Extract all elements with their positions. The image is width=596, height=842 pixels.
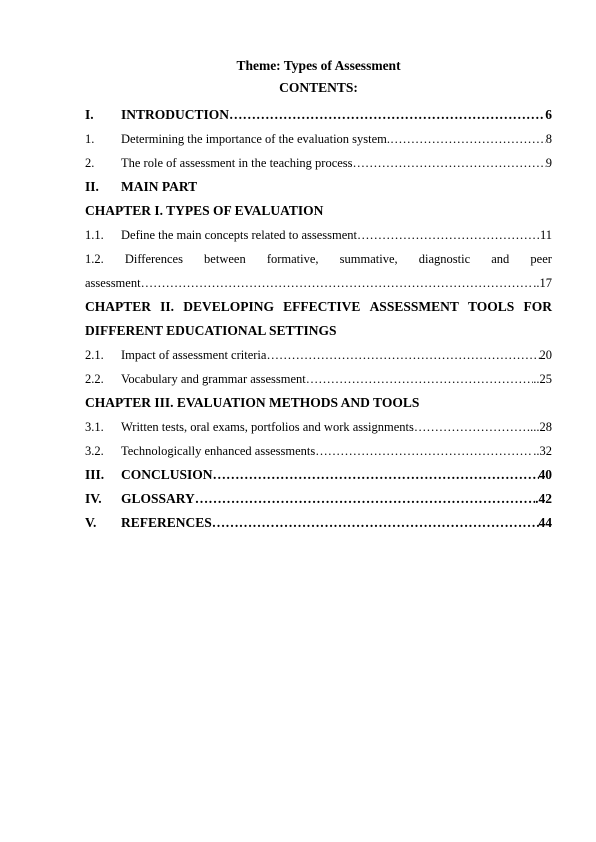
toc-page-number: 11 bbox=[539, 228, 552, 242]
toc-page-number: ..32 bbox=[533, 444, 552, 458]
toc-entry-introduction bbox=[85, 103, 552, 127]
toc-page-number: ..17 bbox=[533, 276, 552, 290]
toc-number: III. bbox=[85, 467, 105, 482]
toc-number: 1. bbox=[85, 132, 95, 146]
toc-entry-conclusion bbox=[85, 463, 552, 487]
toc-title: Written tests, oral exams, portfolios and work assignments bbox=[121, 420, 414, 434]
leader-dots bbox=[266, 343, 539, 367]
toc-entry-3-1 bbox=[85, 415, 552, 439]
chapter-1-heading: CHAPTER I. TYPES OF EVALUATION bbox=[85, 203, 324, 218]
heading-word: CHAPTER bbox=[85, 299, 152, 314]
toc-entry-1-1 bbox=[85, 223, 552, 247]
heading-word: EFFECTIVE bbox=[283, 299, 361, 314]
toc-title: GLOSSARY bbox=[121, 491, 195, 506]
toc-number: 2.1. bbox=[85, 348, 104, 362]
leader-dots bbox=[229, 103, 545, 127]
table-of-contents-page bbox=[85, 57, 552, 535]
toc-page-number: .42 bbox=[535, 491, 552, 506]
toc-title: Determining the importance of the evaluation system. bbox=[121, 132, 391, 146]
toc-number: 1.2. bbox=[85, 252, 104, 266]
toc-page-number: 9 bbox=[545, 156, 552, 170]
leader-dots bbox=[357, 223, 540, 247]
heading-word: ASSESSMENT bbox=[369, 299, 459, 314]
toc-entry-main-part bbox=[85, 175, 552, 199]
toc-word: diagnostic bbox=[418, 252, 471, 266]
theme-title: Theme: Types of Assessment bbox=[236, 58, 401, 73]
toc-title: assessment bbox=[85, 276, 141, 290]
toc-word: between bbox=[204, 252, 246, 266]
toc-page-number: 44 bbox=[538, 515, 552, 530]
contents-heading: CONTENTS: bbox=[279, 80, 358, 95]
toc-title: REFERENCES bbox=[121, 515, 212, 530]
toc-word: summative, bbox=[339, 252, 398, 266]
toc-title: INTRODUCTION bbox=[121, 107, 230, 122]
toc-entry-3-2 bbox=[85, 439, 552, 463]
toc-page-number: ...28 bbox=[530, 420, 552, 434]
leader-dots bbox=[306, 367, 533, 391]
toc-word: formative, bbox=[266, 252, 319, 266]
leader-dots bbox=[195, 487, 535, 511]
toc-title: The role of assessment in the teaching process bbox=[121, 156, 353, 170]
chapter-2-heading-line2: DIFFERENT EDUCATIONAL SETTINGS bbox=[85, 323, 337, 338]
leader-dots bbox=[353, 151, 546, 175]
toc-number: IV. bbox=[85, 491, 102, 506]
heading-word: DEVELOPING bbox=[183, 299, 274, 314]
toc-title: MAIN PART bbox=[121, 179, 198, 194]
toc-title: CONCLUSION bbox=[121, 467, 213, 482]
toc-word: peer bbox=[530, 252, 552, 266]
leader-dots bbox=[315, 439, 533, 463]
toc-title: Vocabulary and grammar assessment bbox=[121, 372, 306, 386]
toc-number: I. bbox=[85, 107, 94, 122]
leader-dots bbox=[212, 511, 539, 535]
toc-title: Technologically enhanced assessments bbox=[121, 444, 316, 458]
toc-entry-references bbox=[85, 511, 552, 535]
toc-entry-1 bbox=[85, 127, 552, 151]
toc-number: 2. bbox=[85, 156, 95, 170]
toc-number: II. bbox=[85, 179, 99, 194]
toc-entry-2 bbox=[85, 151, 552, 175]
toc-entry-glossary bbox=[85, 487, 552, 511]
toc-number: 3.2. bbox=[85, 444, 104, 458]
heading-word: FOR bbox=[523, 299, 552, 314]
leader-dots bbox=[213, 463, 539, 487]
toc-word: Differences bbox=[124, 252, 183, 266]
toc-number: V. bbox=[85, 515, 97, 530]
leader-dots bbox=[141, 271, 534, 295]
toc-entry-2-2 bbox=[85, 367, 552, 391]
toc-number: 1.1. bbox=[85, 228, 104, 242]
toc-title: Define the main concepts related to assessment bbox=[121, 228, 358, 242]
toc-entry-1-2-line1 bbox=[85, 247, 552, 271]
toc-page-number: ..25 bbox=[533, 372, 552, 386]
leader-dots bbox=[390, 127, 546, 151]
leader-dots bbox=[414, 415, 530, 439]
toc-number: 3.1. bbox=[85, 420, 104, 434]
toc-word: and bbox=[491, 252, 510, 266]
toc-number: 2.2. bbox=[85, 372, 104, 386]
toc-page-number: 8 bbox=[545, 132, 552, 146]
toc-entry-1-2-line2 bbox=[85, 271, 552, 295]
chapter-2-heading-line1 bbox=[85, 295, 552, 319]
heading-word: TOOLS bbox=[468, 299, 515, 314]
chapter-3-heading: CHAPTER III. EVALUATION METHODS AND TOOLS bbox=[85, 395, 420, 410]
toc-entry-2-1 bbox=[85, 343, 552, 367]
toc-page-number: 6 bbox=[545, 107, 552, 122]
toc-page-number: 20 bbox=[539, 348, 552, 362]
toc-title: Impact of assessment criteria bbox=[121, 348, 267, 362]
toc-page-number: 40 bbox=[538, 467, 552, 482]
heading-word: II. bbox=[160, 299, 175, 314]
